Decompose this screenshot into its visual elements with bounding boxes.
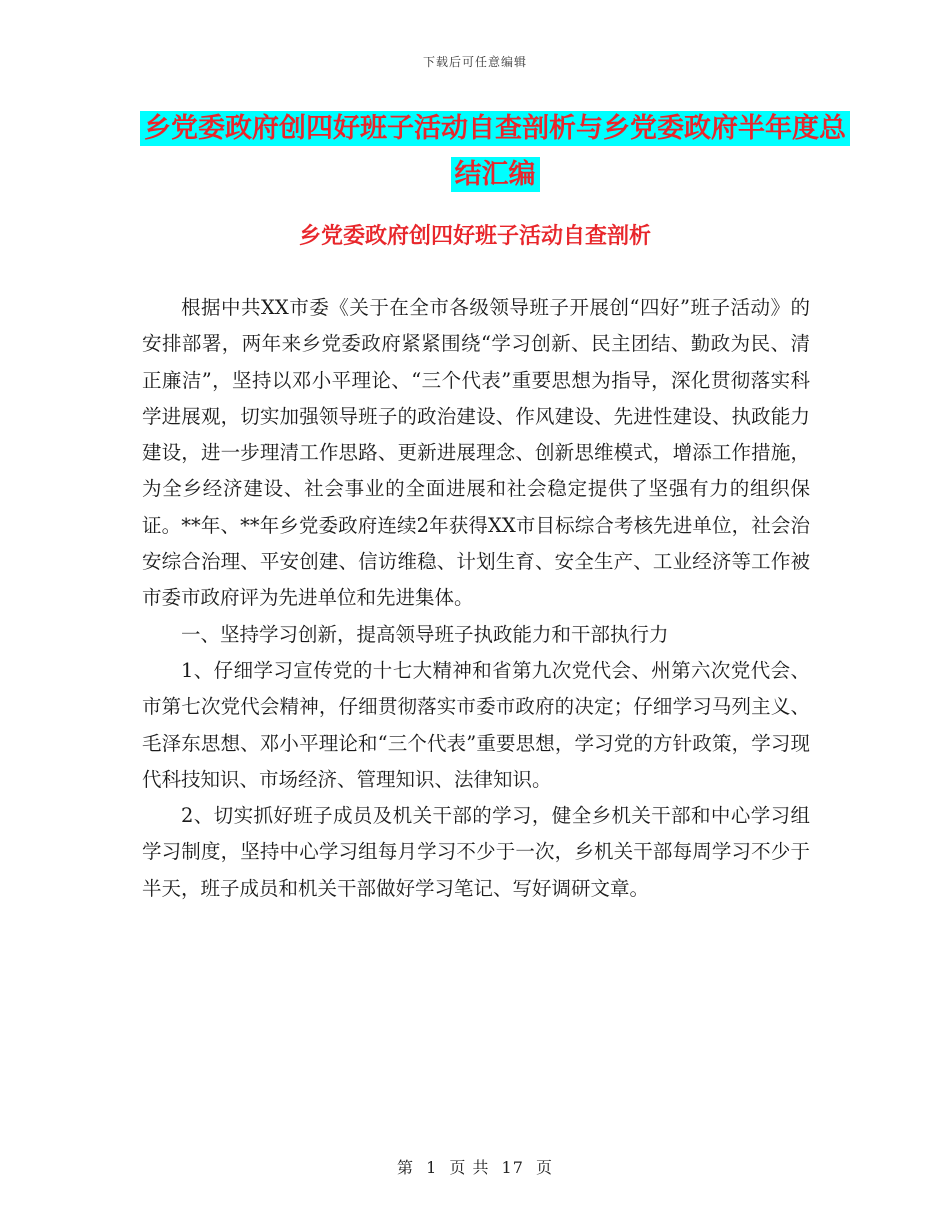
paragraph-item-1: 1、仔细学习宣传党的十七大精神和省第九次党代会、州第六次党代会、市第七次党代会精神，仔细贯彻落实市委市政府的决定；仔细学习马列主义、毛泽东思想、邓小平理论和“三个代表”重要思想，学习党的方针政策，学习现代科技知识、市场经济、管理知识、法律知识。 — [142, 658, 810, 791]
page-footer — [0, 1155, 950, 1178]
footer-middle: 页 共 — [449, 1158, 490, 1177]
main-title — [140, 106, 850, 198]
paragraph-heading-1: 一、坚持学习创新，提高领导班子执政能力和干部执行力 — [181, 622, 669, 646]
footer-total-pages: 17 — [501, 1158, 524, 1177]
header-note: 下载后可任意编辑 — [422, 55, 527, 69]
body-text — [142, 290, 810, 907]
paragraph-intro: 根据中共XX市委《关于在全市各级领导班子开展创“四好”班子活动》的安排部署，两年来乡党委政府紧紧围绕“学习创新、民主团结、勤政为民、清正廉洁”，坚持以邓小平理论、“三个代表”重要思想为指导，深化贯彻落实科学进展观，切实加强领导班子的政治建设、作风建设、先进性建设、执政能力建设，进一步理清工作思路、更新进展理念、创新思维模式，增添工作措施，为全乡经济建设、社会事业的全面进展和社会稳定提供了坚强有力的组织保证。**年、**年乡党委政府连续2年获得XX市目标综合考核先进单位，社会治安综合治理、平安创建、信访维稳、计划生育、安全生产、工业经济等工作被市委市政府评为先进单位和先进集体。 — [142, 296, 810, 610]
main-title-text: 乡党委政府创四好班子活动自查剖析与乡党委政府半年度总结汇编 — [140, 111, 850, 192]
paragraph-item-2: 2、切实抓好班子成员及机关干部的学习，健全乡机关干部和中心学习组学习制度，坚持中心学习组每月学习不少于一次，乡机关干部每周学习不少于半天，班子成员和机关干部做好学习笔记、写好调研文章。 — [142, 804, 810, 900]
footer-page-number: 1 — [426, 1158, 438, 1177]
footer-prefix: 第 — [396, 1158, 414, 1177]
footer-suffix: 页 — [536, 1158, 554, 1177]
section-title: 乡党委政府创四好班子活动自查剖析 — [298, 224, 651, 249]
